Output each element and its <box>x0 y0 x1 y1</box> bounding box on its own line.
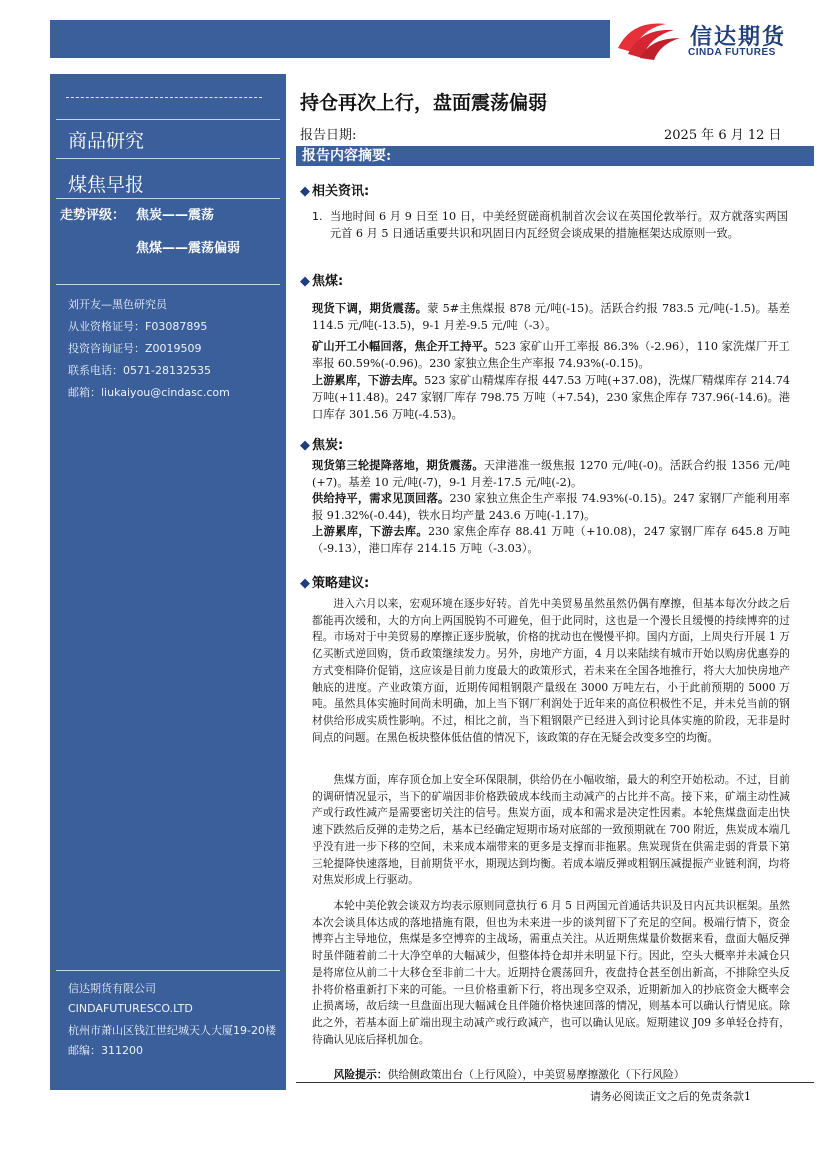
coal-operating-paragraph: 矿山开工小幅回落，焦企开工持平。523 家矿山开工率报 86.3%（-2.96），110 家洗煤厂开工率报 60.59%(-0.96)。230 家独立焦企生产率报 74.93%(-0.15)。 <box>312 340 790 370</box>
consult-number: 投资咨询证号：Z0019509 <box>68 342 202 355</box>
phone: 联系电话：0571-28132535 <box>68 364 211 377</box>
strategy-macro-paragraph: 进入六月以来，宏观环境在逐步好转。首先中美贸易虽然虽然仍偶有摩擦，但基本每次分歧之后都能再次缓和，大的方向上两国脱钩不可避免，但于此同时，这也是一个漫长且缓慢的持续博弈的过程。市场对于中美贸易的摩擦正逐步脱敏，价格的扰动也在慢慢平抑。国内方面，上周央行开展 1 万亿买断式逆回购，货币政策继续发力。另外，房地产方面，4 月以来陆续有城市开始以购房优惠券的方式变相降价促销，这应该是目前力度最大的政策形式，若未来在全国各地推行，将大大加快房地产触底的进度。产业政策方面，近期传闻粗钢限产量级在 3000 万吨左右，小于此前预期的 5000 万吨。虽然具体实施时间尚未明确，加上当下钢厂利润处于近年来的高位积极性不足，并未兑当前的钢材供给形成实质性影响。不过，相比之前，当下粗钢限产已经进入到讨论具体实施的阶段，无非是时间点的问题。在黑色板块整体低估值的情况下，该政策的存在无疑会改变多空的均衡。 <box>312 597 790 744</box>
brand-name-cn: 信达期货 <box>690 25 787 50</box>
company-name: 信达期货有限公司 <box>68 982 156 995</box>
disclaimer-note: 请务必阅读正文之后的免责条款1 <box>590 1090 751 1103</box>
diamond-icon: ◆ <box>300 438 310 453</box>
sidebar-divider <box>56 119 280 120</box>
analyst-name: 刘开友—黑色研究员 <box>68 298 167 311</box>
coal-inventory-paragraph: 上游累库，下游去库。523 家矿山精煤库存报 447.53 万吨(+37.08)，洗煤厂精煤库存 214.74 万吨(+11.48)。247 家钢厂库存 798.75 万吨（+7.54)，230 家焦企库存 737.96(-14.6)。港口库存 301.56 万吨(-4.53)。 <box>312 374 790 421</box>
strategy-heading: ◆ 策略建议: <box>300 576 370 591</box>
diamond-icon: ◆ <box>300 576 310 591</box>
footer-divider <box>296 1082 814 1083</box>
sidebar-divider <box>56 970 280 971</box>
email-link[interactable]: 邮箱：liukaiyou@cindasc.com <box>68 386 230 399</box>
sidebar <box>50 74 286 1090</box>
top-banner <box>50 20 610 58</box>
report-date: 2025 年 6 月 12 日 <box>664 128 782 143</box>
sidebar-divider <box>56 158 280 159</box>
report-title: 持仓再次上行，盘面震荡偏弱 <box>300 92 548 114</box>
coal-heading: ◆ 焦煤: <box>300 274 344 289</box>
coke-spot-paragraph: 现货第三轮提降落地，期货震荡。天津港准一级焦报 1270 元/吨(-0)。活跃合约报 1356 元/吨(+7)。基差 10 元/吨(-7)，9-1 月差-17.5 元/吨(-2)。 <box>312 459 790 489</box>
report-category: 商品研究 <box>68 130 145 152</box>
sidebar-divider <box>56 198 280 199</box>
news-heading: ◆ 相关资讯: <box>300 184 370 199</box>
rating-coal: 焦煤——震荡偏弱 <box>136 241 241 256</box>
brand-logo <box>612 14 812 64</box>
strategy-trading-paragraph: 本轮中美伦敦会谈双方均表示原则同意执行 6 月 5 日两国元首通话共识及日内瓦共识框架。虽然本次会谈具体达成的落地措施有限，但也为未来进一步的谈判留下了充足的空间。极端行情下，资金博弈占主导地位，焦煤是多空博弈的主战场，需重点关注。从近期焦煤量价数据来看，盘面大幅反弹时虽伴随着前二十大净空单的大幅减少，但整体持仓却并未明显下行。因此，空头大概率并未减仓只是将席位从前二十大移仓至非前二十大。近期持仓震荡回升，夜盘持仓甚至创出新高，不排除空头反扑将价格重新打下来的可能。一旦价格重新下行，将出现多空双杀，近期新加入的抄底资金大概率会止损离场，故后续一旦盘面出现大幅减仓且伴随价格快速回落的情况，则基本可以确认行情见底。除此之外，若基本面上矿端出现主动减产或行政减产，也可以确认见底。短期建议 J09 多单轻仓持有，待确认见底后择机加仓。 <box>312 899 790 1046</box>
report-date-label: 报告日期: <box>300 128 357 143</box>
rating-coke: 焦炭——震荡 <box>136 208 215 223</box>
coke-heading: ◆ 焦炭: <box>300 438 344 453</box>
sidebar-divider <box>56 284 280 285</box>
report-subtitle: 煤焦早报 <box>68 174 145 196</box>
brand-name-en: CINDA FUTURES <box>688 47 776 58</box>
diamond-icon: ◆ <box>300 274 310 289</box>
rating-label: 走势评级： <box>60 208 126 223</box>
sidebar-dash-divider <box>66 97 262 98</box>
postcode: 邮编：311200 <box>68 1044 143 1057</box>
news-item-number: 1. <box>312 210 323 223</box>
coke-supply-paragraph: 供给持平，需求见顶回落。230 家独立焦企生产率报 74.93%(-0.15)。247 家钢厂产能利用率报 91.32%(-0.44)，铁水日均产量 243.6 万吨(-1.17)。 <box>312 492 790 522</box>
risk-warning: 风险提示：供给侧政策出台（上行风险），中美贸易摩擦激化（下行风险） <box>333 1068 685 1081</box>
news-item-text: 当地时间 6 月 9 日至 10 日，中美经贸磋商机制首次会议在英国伦敦举行。双方就落实两国元首 6 月 5 日通话重要共识和巩固日内瓦经贸会谈成果的措施框架达成原则一致。 <box>330 210 788 240</box>
company-address: 杭州市萧山区钱江世纪城天人大厦19-20楼 <box>68 1024 276 1037</box>
cert-number: 从业资格证号：F03087895 <box>68 320 208 333</box>
diamond-icon: ◆ <box>300 184 310 199</box>
company-website: CINDAFUTURESCO.LTD <box>68 1002 193 1015</box>
coke-inventory-paragraph: 上游累库，下游去库。230 家焦企库存 88.41 万吨（+10.08)，247 家钢厂库存 645.8 万吨（-9.13），港口库存 214.15 万吨（-3.03）。 <box>312 525 790 555</box>
strategy-coal-coke-paragraph: 焦煤方面，库存顶仓加上安全环保限制，供给仍在小幅收缩，最大的利空开始松动。不过，目前的调研情况显示，当下的矿端因非价格跌破成本线而主动减产的占比并不高。接下来，矿端主动性减产或行政性减产是需要密切关注的信号。焦炭方面，成本和需求是决定性因素。本轮焦煤盘面走出快速下跌然后反弹的走势之后，基本已经确定短期市场对底部的一致预期就在 700 附近，焦炭成本端几乎没有进一步下移的空间，未来成本端带来的更多是支撑而非拖累。焦炭现货在供需走弱的背景下第三轮提降快速落地，目前期货平水，期现达到均衡。若成本端反弹或粗钢压减提振产业链利润，均将对焦炭形成上行驱动。 <box>312 773 790 887</box>
coal-spot-paragraph: 现货下调，期货震荡。蒙 5#主焦煤报 878 元/吨(-15)。活跃合约报 783.5 元/吨(-1.5)。基差 114.5 元/吨(-13.5)，9-1 月差-9.5 元/吨（-3）。 <box>312 302 790 332</box>
abstract-header: 报告内容摘要: <box>296 146 814 166</box>
cinda-logo-icon <box>612 18 682 62</box>
